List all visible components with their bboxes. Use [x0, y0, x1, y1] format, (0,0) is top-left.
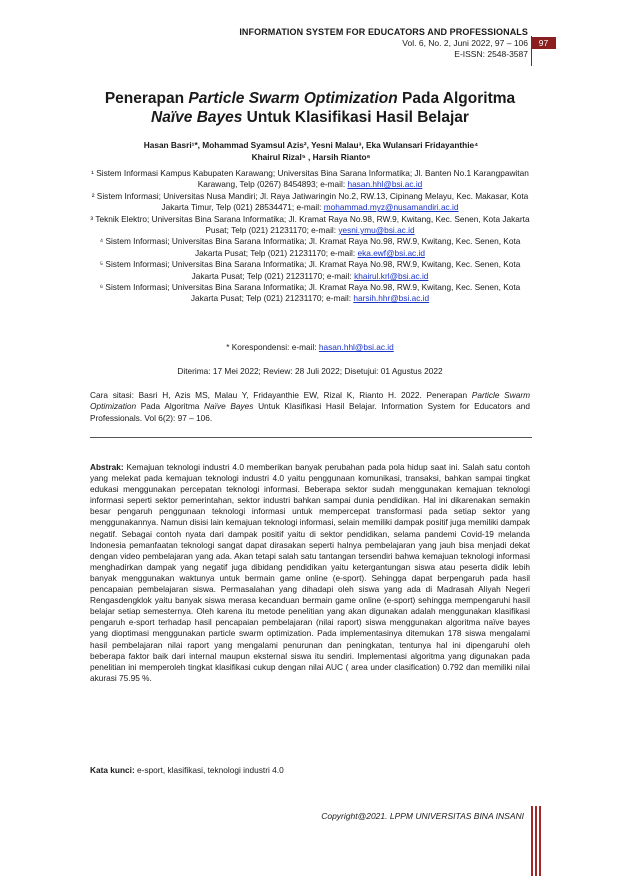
abstract-label: Abstrak:	[90, 462, 124, 472]
footer-bar	[535, 806, 537, 876]
affiliation-text: ¹ Sistem Informasi Kampus Kabupaten Karawang; Universitas Bina Sarana Informatika; Jl. Banten No.1 Karangpawitan Karawang, Telp (0267) 8454893; e-mail:	[91, 168, 529, 190]
page-number: 97	[531, 37, 556, 49]
citation-italic: Particle Swarm Optimization	[90, 390, 530, 412]
journal-issn: E-ISSN: 2548-3587	[454, 49, 528, 59]
correspondence	[60, 342, 560, 352]
author-list	[86, 139, 536, 163]
email-link[interactable]: eka.ewf@bsi.ac.id	[357, 247, 425, 258]
citation	[90, 390, 530, 424]
title-italic: Naïve Bayes	[151, 109, 243, 126]
affiliation-text: ⁵ Sistem Informasi; Universitas Bina Sarana Informatika; Jl. Kramat Raya No.98, RW.9, Kwitang, Kec. Senen, Kota Jakarta Pusat; Telp (021) 21231170; e-mail:	[99, 259, 521, 281]
journal-volume: Vol. 6, No. 2, Juni 2022, 97 – 106	[402, 38, 528, 48]
footer-bar	[531, 806, 533, 876]
copyright-footer: Copyright@2021. LPPM UNIVERSITAS BINA INSANI	[321, 811, 524, 821]
paper-title	[60, 89, 560, 127]
affiliation-text: ⁴ Sistem Informasi; Universitas Bina Sarana Informatika; Jl. Kramat Raya No.98, RW.9, Kwitang, Kec. Senen, Kota Jakarta Pusat; Telp (021) 21231170; e-mail:	[99, 236, 521, 258]
title-part: Untuk Klasifikasi Hasil Belajar	[242, 109, 469, 126]
citation-text: Untuk Klasifikasi Hasil Belajar. Information System for Educators and Professionals. Vol 6(2): 97 – 106.	[90, 401, 530, 423]
correspondence-email[interactable]: hasan.hhl@bsi.ac.id	[318, 342, 394, 352]
author-line: Khairul Rizal⁵ , Harsih Rianto⁶	[251, 152, 371, 162]
citation-text: Cara sitasi: Basri H, Azis MS, Malau Y, Fridayanthie EW, Rizal K, Rianto H. 2022. Penerapan	[90, 390, 472, 400]
affiliation	[86, 191, 534, 214]
abstract-text: Kemajuan teknologi industri 4.0 memberikan banyak perubahan pada pola hidup saat ini. Salah satu contoh yang melekat pada kemajuan teknologi industri 4.0 yaitu penggunaan komunikasi, transaksi, bahkan sampai tingkat edukasi menggunakan percepatan teknologi informasi. Beberapa sektor sudah menggunakan kemajuan teknologi informasi seperti sektor pemerintahan, sektor industri bahkan sampai dunia pendidikan. Hal ini dikarenakan semakin besar pengaruh penggunaan teknologi informasi untuk mempercepat transformasi pada setiap sektor yang menggunakannya. Namun disisi lain kemajuan teknologi informasi, selain memiliki dampak positif juga memiliki dampak negatif. Sebagai contoh nyata dari dampak positif yaitu di sektor pendidikan, selama pandemi Covid-19 melanda Indonesia pemanfaatan teknologi sangat dapat dirasakan seperti halnya pembelajaran yang jauh bisa menjadi dekat dengan video pembelajaran yang ada. Akan tetapi salah satu tantangan tersendiri bahwa kemajuan teknologi informasi menghadirkan dampak yang negatif juga dibidang pendidikan yaitu ketergantungan siswa atau peserta didik lebih banyak menggunakan waktunya untuk bermain game online (e-sport). Sehingga dapat berpengaruh pada hasil pencapaian pembelajaran siswa. Permasalahan yang dihadapi oleh siswa yang ada di Madrasah Aliyah Negeri Rengasdengklok yaitu banyak siswa merasa kecanduan bermain game online (e-sport) sehingga mempengaruhi hasil belajar setiap semesternya. Oleh karena itu metode penelitian yang akan digunakan adalah menggunakan klasifikasi pengaruh e-sport terhadap hasil pencapaian pembelajaran (nilai raport) siswa menggunakan algoritma naïve bayes yang dioptimasi menggunakan particle swarm optimization. Pada implementasinya ditemukan 178 siswa mengalami hasil pembelajaran nilai raport yang mengalami penurunan dan peningkatan, tentunya hal ini dipengaruhi oleh beberapa faktor baik dari internal maupun eksternal siswa itu sendiri. Implementasi algoritma yang digunakan pada penelitian ini memperoleh tingkat klasifikasi cukup dengan nilai AUC ( area under clasification) 0.792 dan memiliki nilai akurasi 75.95 %.	[90, 462, 530, 683]
author-line: Hasan Basri¹*, Mohammad Syamsul Azis², Yesni Malau³, Eka Wulansari Fridayanthie⁴	[143, 140, 479, 150]
footer-bar	[539, 806, 541, 876]
affiliation	[86, 168, 534, 191]
journal-name: INFORMATION SYSTEM FOR EDUCATORS AND PROFESSIONALS	[239, 27, 528, 37]
email-link[interactable]: hasan.hhl@bsi.ac.id	[347, 179, 423, 190]
affiliation	[86, 282, 534, 305]
affiliation-text: ⁶ Sistem Informasi; Universitas Bina Sarana Informatika; Jl. Kramat Raya No.98, RW.9, Kwitang, Kec. Senen, Kota Jakarta Pusat; Telp (021) 21231170; e-mail:	[99, 282, 521, 304]
citation-text: Pada Algoritma	[136, 401, 205, 412]
title-italic: Particle Swarm Optimization	[188, 90, 398, 107]
journal-header	[239, 27, 528, 60]
affiliation	[86, 214, 534, 237]
keywords-label: Kata kunci:	[90, 765, 135, 775]
affiliation	[86, 259, 534, 282]
email-link[interactable]: mohammad.myz@nusamandiri.ac.id	[323, 202, 459, 213]
email-link[interactable]: yesni.ymu@bsi.ac.id	[338, 225, 415, 236]
abstract	[90, 462, 530, 684]
title-part: Pada Algoritma	[397, 90, 516, 107]
email-link[interactable]: khairul.krl@bsi.ac.id	[354, 270, 429, 281]
title-part: Penerapan	[104, 90, 189, 107]
keywords-text: e-sport, klasifikasi, teknologi industri 4.0	[134, 765, 284, 775]
keywords	[90, 765, 530, 775]
citation-italic: Naïve Bayes	[204, 401, 254, 412]
affiliation-text: ² Sistem Informasi; Universitas Nusa Mandiri; Jl. Raya Jatiwaringin No.2, RW.13, Cipinang Melayu, Kec. Makasar, Kota Jakarta Timur, Telp (021) 28534471; e-mail:	[91, 190, 529, 213]
submission-dates: Diterima: 17 Mei 2022; Review: 28 Juli 2022; Disetujui: 01 Agustus 2022	[177, 366, 443, 376]
correspondence-label: * Korespondensi: e-mail:	[226, 342, 319, 352]
affiliation-text: ³ Teknik Elektro; Universitas Bina Sarana Informatika; Jl. Kramat Raya No.98, RW.9, Kwitang, Kec. Senen, Kota Jakarta Pusat; Telp (021) 21231170; e-mail:	[90, 213, 530, 236]
section-divider	[90, 437, 532, 438]
affiliations	[86, 168, 534, 305]
email-link[interactable]: harsih.hhr@bsi.ac.id	[353, 293, 430, 304]
affiliation	[86, 236, 534, 259]
